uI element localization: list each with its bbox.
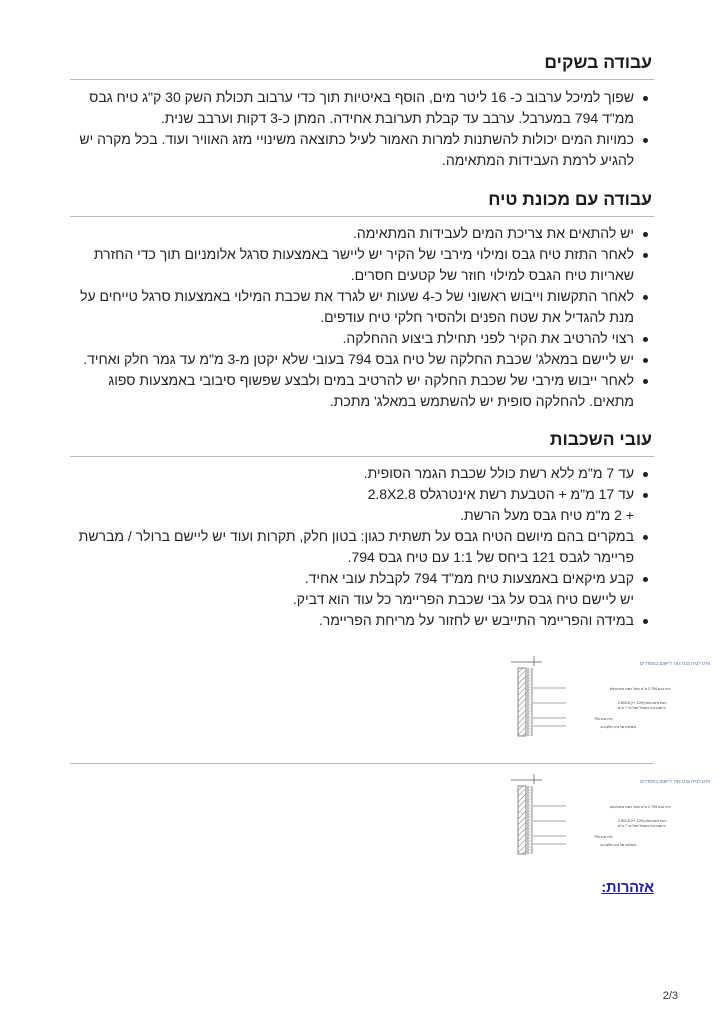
figure-label: טיח גבס 794 <box>594 717 613 721</box>
list-item-continuation <box>70 589 654 610</box>
list-machine <box>70 223 654 412</box>
list-item <box>70 610 654 631</box>
line: במקרים בהם מיושם הטיח גבס על תשתית כגון: בטון חלק, תקרות ועוד יש ליישם ברולר / מברשת <box>78 528 634 544</box>
line: מנת להגדיל את שטח הפנים ולהסיר חלקי טיח עודפים. <box>320 309 634 325</box>
figure-label: טיח גבס 794 2 מ"מ מעל רשת אינטרגלס <box>610 805 671 809</box>
list-item <box>70 328 654 349</box>
figure-label: טיח גבס 794 <box>594 835 613 839</box>
line: יש להתאים את צריכת המים לעבידות המתאימה. <box>352 225 634 241</box>
line: רצוי להרטיב את הקיר לפני תחילת ביצוע ההחלקה. <box>342 330 634 346</box>
line: שאריות טיח הגבס למילוי חוזר של קטעים חסרים. <box>350 267 634 283</box>
divider <box>70 216 654 217</box>
divider <box>70 763 654 764</box>
list-item <box>70 87 654 129</box>
section-title-floor: עבודה בשקים <box>544 52 652 72</box>
line: שפוך למיכל ערבוב כ- 16 ליטר מים, הוסף באיטיות תוך כדי ערבוב תכולת השק 30 ק"ג טיח גבס <box>89 89 634 105</box>
line: יש ליישם טיח גבס על גבי שכבת הפריימר כל עוד הוא דביק. <box>292 591 634 607</box>
line: כמויות המים יכולות להשתנות למרות האמור לעיל כתוצאה משינויי מזג האוויר ועוד. בכל מקרה יש <box>79 131 634 147</box>
line: קבע מיקאים באמצעות טיח ממ"ד 794 לקבלת עובי אחיד. <box>304 570 634 586</box>
figure-label: והמלצה של טיח מלקם גב <box>600 843 637 847</box>
list-item <box>70 244 654 286</box>
line: להגיע לרמת העבידות המתאימה. <box>442 152 634 168</box>
list-item <box>70 129 654 171</box>
list-item <box>70 349 654 370</box>
figure-label: רשת אינטרגלס 2.8X2.8 (+/- 10%) <box>618 819 667 823</box>
figure-label: ביישום טיח במצלל אפל עד 7 מ"מ <box>618 824 666 828</box>
line: עד 17 מ"מ + הטבעת רשת אינטרגלס 2.8X2.8 <box>367 486 634 502</box>
figure-label: והמלצה של טיח מלקם גב <box>600 725 637 729</box>
section-title-machine: עבודה עם מכונת טיח <box>488 189 652 209</box>
page-number: 2/3 <box>662 990 678 1002</box>
plaster-detail-figure <box>508 654 711 749</box>
line: לאחר התקשות וייבוש ראשוני של כ-4 שעות יש לגרד את שכבת המילוי באמצעות סרגל טייחים על <box>80 288 634 304</box>
list-item <box>70 286 654 328</box>
plaster-detail-figure <box>508 772 711 867</box>
figure-label: ביישום טיח במצלל אפל עד 7 מ"מ <box>618 706 666 710</box>
list-item <box>70 463 654 484</box>
divider <box>70 456 654 457</box>
line: לאחר ייבוש מירבי של שכבת החלקה יש להרטיב במים ולבצע שפשוף סיבובי באמצעות ספוג <box>108 372 634 388</box>
section-thickness <box>70 429 654 450</box>
plaster-detail-drawing <box>508 654 711 749</box>
plaster-detail-drawing <box>508 772 711 867</box>
list-item <box>70 568 654 589</box>
list-thickness <box>70 463 654 631</box>
figure-label: רשת אינטרגלס 2.8X2.8 (+/- 10%) <box>618 701 667 705</box>
line: במידה והפריימר התייבש יש לחזור על מריחת הפריימר. <box>318 612 634 628</box>
section-floor <box>70 52 654 73</box>
line: לאחר התזת טיח גבס ומילוי מירבי של הקיר יש ליישר באמצעות סרגל אלומניום תוך כדי החזרת <box>93 246 634 262</box>
line: + 2 מ"מ טיח גבס מעל הרשת. <box>460 507 634 523</box>
figure-caption: פרט לטיח גבס 794 ליישום במסדרים <box>640 661 711 666</box>
figure-label: טיח גבס 794 2 מ"מ מעל רשת אינטרגלס <box>610 687 671 691</box>
line: פריימר לגבס 121 ביחס של 1:1 עם טיח גבס 794. <box>347 549 634 565</box>
line: ממ"ד 794 במערבל. ערבב עד קבלת תערובת אחידה. המתן כ-3 דקות וערבב שנית. <box>160 110 634 126</box>
warnings-link[interactable]: אזהרות: <box>601 880 654 896</box>
section-machine <box>70 189 654 210</box>
list-item <box>70 484 654 526</box>
line: מתאים. להחלקה סופית יש להשתמש במאלג' מתכת. <box>329 393 634 409</box>
list-item <box>70 370 654 412</box>
figure-caption: פרט לטיח גבס 794 ליישום במסדרים <box>640 779 711 784</box>
list-floor <box>70 87 654 171</box>
list-item <box>70 526 654 568</box>
list-item <box>70 223 654 244</box>
line: יש ליישם במאלג' שכבת החלקה של טיח גבס 794 בעובי שלא יקטן מ-3 מ"מ עד גמר חלק ואחיד. <box>83 351 634 367</box>
line: עד 7 מ"מ ללא רשת כולל שכבת הגמר הסופית. <box>363 465 634 481</box>
divider <box>70 79 654 80</box>
section-title-thickness: עובי השכבות <box>549 429 652 449</box>
